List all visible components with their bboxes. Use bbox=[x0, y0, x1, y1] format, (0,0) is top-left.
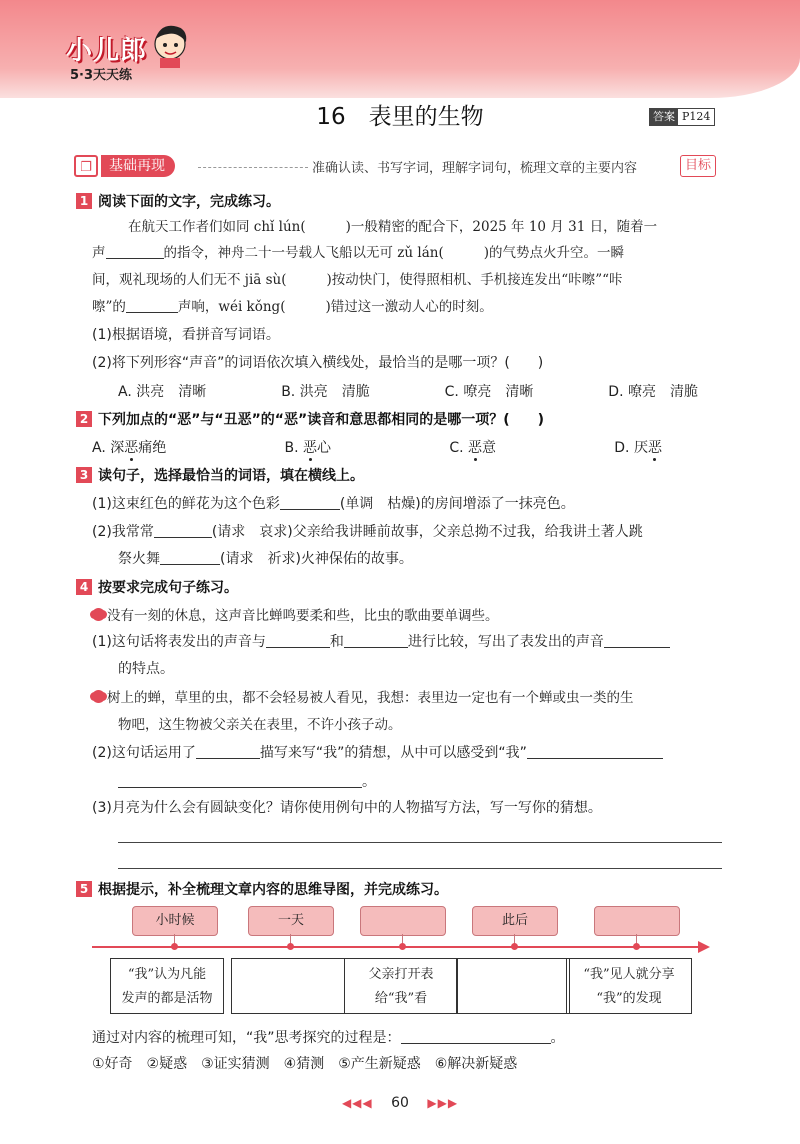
q1-sub-2: (2)将下列形容“声音”的词语依次填入横线处，最恰当的是哪一项？( ) bbox=[92, 355, 544, 371]
timeline-dot bbox=[399, 943, 406, 950]
timeline-box: 小时候 bbox=[132, 906, 218, 936]
next-arrows-icon: ▶▶▶ bbox=[427, 1096, 459, 1110]
answer-blank[interactable] bbox=[280, 509, 340, 510]
option-a[interactable]: A. 深恶痛绝 bbox=[92, 440, 167, 456]
detail-box: “我”认为凡能 发声的都是活物 bbox=[110, 958, 224, 1014]
answer-blank[interactable] bbox=[196, 758, 260, 759]
flower-icon bbox=[92, 690, 105, 703]
option-b[interactable]: B. 洪亮 清脆 bbox=[281, 384, 370, 400]
timeline-dot bbox=[171, 943, 178, 950]
option-a[interactable]: A. 洪亮 清晰 bbox=[118, 384, 207, 400]
timeline-box-blank[interactable] bbox=[594, 906, 680, 936]
question-4-title: 4 按要求完成句子练习。 bbox=[76, 577, 238, 597]
option-b[interactable]: B. 恶心 bbox=[284, 440, 332, 456]
q1-options bbox=[118, 381, 698, 401]
brand-logo: 小儿郎 bbox=[66, 36, 148, 66]
q3-sentence-2: (2)我常常 (请求 哀求)父亲给我讲睡前故事，父亲总拗不过我，给我讲土著人跳 bbox=[92, 524, 643, 540]
divider bbox=[198, 167, 308, 168]
answer-blank[interactable] bbox=[604, 647, 670, 648]
q5-choices: ①好奇 ②疑惑 ③证实猜测 ④猜测 ⑤产生新疑惑 ⑥解决新疑惑 bbox=[92, 1056, 518, 1072]
page-title: 16 表里的生物 bbox=[316, 104, 484, 130]
page-footer bbox=[0, 1095, 800, 1111]
question-1-title: 1 阅读下面的文字，完成练习。 bbox=[76, 191, 280, 211]
timeline-axis bbox=[92, 946, 700, 948]
prev-arrows-icon: ◀◀◀ bbox=[341, 1096, 373, 1110]
detail-box-blank[interactable] bbox=[231, 958, 345, 1014]
answer-blank[interactable] bbox=[106, 258, 164, 259]
question-number: 1 bbox=[76, 193, 92, 209]
question-number: 2 bbox=[76, 411, 92, 427]
mascot-icon bbox=[148, 20, 192, 70]
answer-blank[interactable] bbox=[344, 647, 408, 648]
q4-sub-1: (1)这句话将表发出的声音与 和 进行比较，写出了表发出的声音 bbox=[92, 631, 670, 651]
page-number: 60 bbox=[391, 1095, 409, 1111]
detail-box-blank[interactable] bbox=[456, 958, 570, 1014]
q3-sentence-3: 祭火舞 (请求 祈求)火神保佑的故事。 bbox=[118, 551, 413, 567]
timeline-box: 一天 bbox=[248, 906, 334, 936]
q4-sub-3: (3)月亮为什么会有圆缺变化？请你使用例句中的人物描写方法，写一写你的猜想。 bbox=[92, 800, 602, 816]
example-sentence-1: 没有一刻的休息，这声音比蝉鸣要柔和些，比虫的歌曲要单调些。 bbox=[92, 604, 499, 624]
question-2-title: 2 下列加点的“恶”与“丑恶”的“恶”读音和意思都相同的是哪一项？( ) bbox=[76, 409, 544, 429]
option-c[interactable]: C. 嘹亮 清晰 bbox=[444, 384, 534, 400]
timeline-box: 此后 bbox=[472, 906, 558, 936]
q4-sub-2-cont: 。 bbox=[118, 771, 376, 791]
section-tag: 基础再现 bbox=[101, 155, 175, 177]
flower-icon bbox=[92, 608, 105, 621]
passage-line-4: 嚓”的 声响，wéi kǒng( )错过这一激动人心的时刻。 bbox=[92, 299, 493, 315]
q3-sentence-1: (1)这束红色的鲜花为这个色彩 (单调 枯燥)的房间增添了一抹亮色。 bbox=[92, 496, 575, 512]
answer-reference bbox=[649, 108, 715, 126]
timeline-dot bbox=[633, 943, 640, 950]
goal-badge: 目标 bbox=[680, 155, 716, 177]
answer-page: P124 bbox=[682, 110, 711, 123]
writing-line[interactable] bbox=[118, 842, 722, 843]
option-d[interactable]: D. 嘹亮 清脆 bbox=[608, 384, 698, 400]
passage-line-1: 在航天工作者们如同 chǐ lún( )一般精密的配合下，2025 年 10 月 31 日，随着一 bbox=[128, 219, 658, 235]
question-number: 4 bbox=[76, 579, 92, 595]
question-number: 3 bbox=[76, 467, 92, 483]
answer-blank[interactable] bbox=[527, 758, 663, 759]
example-sentence-2-cont: 物吧，这生物被父亲关在表里，不许小孩子动。 bbox=[118, 717, 402, 733]
timeline-dot bbox=[511, 943, 518, 950]
timeline-box-blank[interactable] bbox=[360, 906, 446, 936]
q1-sub-1: (1)根据语境，看拼音写词语。 bbox=[92, 327, 280, 343]
answer-blank[interactable] bbox=[154, 537, 212, 538]
answer-blank[interactable] bbox=[266, 647, 330, 648]
passage-line-3: 间，观礼现场的人们无不 jiā sù( )按动快门，使得照相机、手机接连发出“咔嚓”“咔 bbox=[92, 272, 623, 288]
q4-sub-1-cont: 的特点。 bbox=[118, 661, 174, 677]
detail-box: “我”见人就分享 “我”的发现 bbox=[566, 958, 692, 1014]
answer-blank[interactable] bbox=[126, 312, 178, 313]
passage-line-2: 声 的指令，神舟二十一号载人飞船以无可 zǔ lán( )的气势点火升空。一瞬 bbox=[92, 245, 624, 261]
question-number: 5 bbox=[76, 881, 92, 897]
answer-blank[interactable] bbox=[118, 787, 362, 788]
answer-label: 答案 bbox=[650, 109, 678, 125]
q4-sub-2: (2)这句话运用了 描写来写“我”的猜想，从中可以感受到“我” bbox=[92, 742, 663, 762]
detail-box: 父亲打开表 给“我”看 bbox=[344, 958, 458, 1014]
example-sentence-2: 树上的蝉，草里的虫，都不会轻易被人看见，我想：表里边一定也有一个蝉或虫一类的生 bbox=[92, 686, 634, 706]
arrow-right-icon bbox=[698, 941, 710, 953]
timeline-dot bbox=[287, 943, 294, 950]
q5-summary: 通过对内容的梳理可知，“我”思考探究的过程是： 。 bbox=[92, 1030, 565, 1046]
section-description: 准确认读、书写字词，理解字词句，梳理文章的主要内容 bbox=[312, 161, 638, 176]
answer-blank[interactable] bbox=[401, 1043, 551, 1044]
question-5-title: 5 根据提示，补全梳理文章内容的思维导图，并完成练习。 bbox=[76, 879, 448, 899]
series-name: 5·3天天练 bbox=[70, 68, 133, 83]
writing-line[interactable] bbox=[118, 868, 722, 869]
option-c[interactable]: C. 恶意 bbox=[449, 440, 496, 456]
question-3-title: 3 读句子，选择最恰当的词语，填在横线上。 bbox=[76, 465, 364, 485]
option-d[interactable]: D. 厌恶 bbox=[614, 440, 662, 456]
answer-blank[interactable] bbox=[160, 564, 220, 565]
q2-options bbox=[92, 437, 662, 457]
book-icon: ❐ bbox=[74, 155, 98, 177]
